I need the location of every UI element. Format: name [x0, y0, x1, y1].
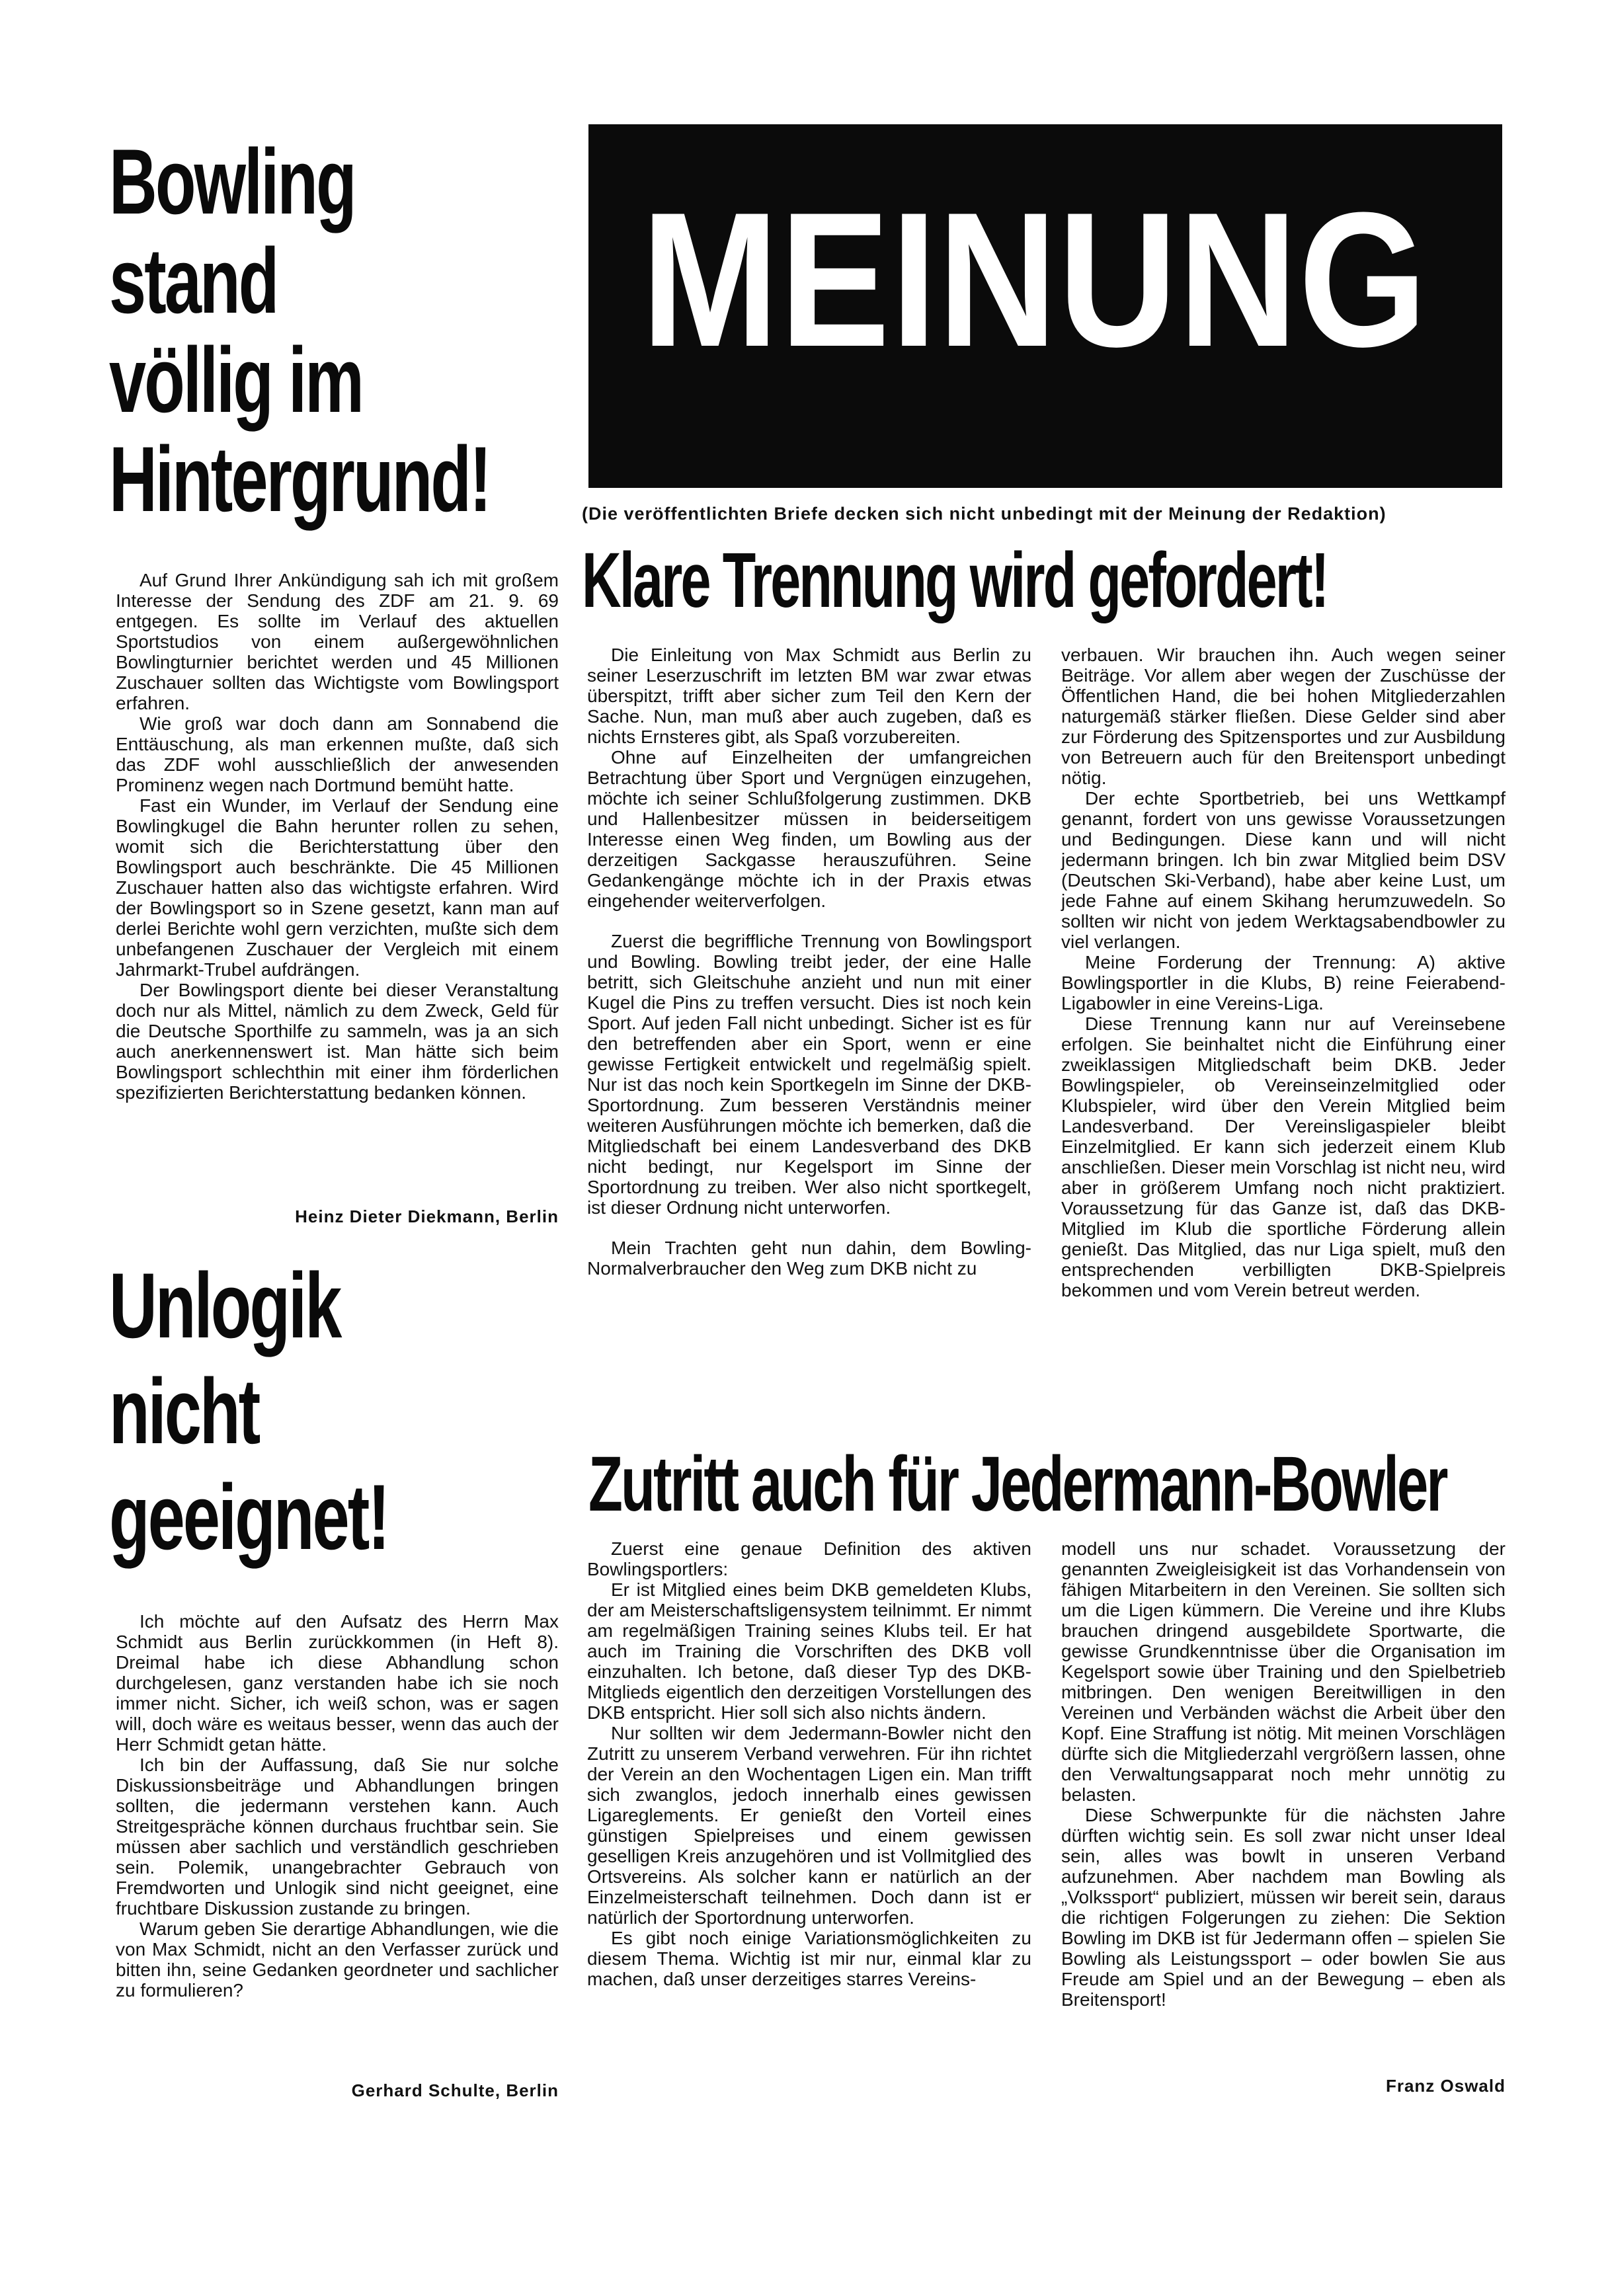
signature-schulte: Gerhard Schulte, Berlin	[351, 2080, 559, 2100]
headline-line: nicht	[109, 1359, 259, 1463]
paragraph: Nur sollten wir dem Jedermann-Bowler nicht den Zutritt zu unserem Verband verwehren. Für ihn richtet der Verein an den Wochentagen Ligen ein. Man trifft sich zwanglos, jedoch innerhalb eines gewissen Ligareglements. Er genießt den Vorteil eines günstigen Spielpreises und einem gewissen geselligen Kreis anzugehören und ist Vollmitglied des Ortsvereins. Als solcher kann er natürlich an der Einzelmeisterschaft teilnehmen. Doch dann ist er natürlich der Sportordnung unterworfen.	[587, 1723, 1031, 1928]
article1-column-1	[587, 645, 1031, 1279]
signature-oswald: Franz Oswald	[1385, 2076, 1506, 2096]
headline-line: stand	[109, 229, 278, 333]
headline-line: völlig im	[109, 328, 362, 432]
paragraph: Zuerst die begriffliche Trennung von Bowlingsport und Bowling. Bowling treibt jeder, der eine Halle betritt, sich Gleitschuhe anzieht und nun mit einer Kugel die Pins zu treffen versucht. Dies ist noch kein Sport. Auf jeden Fall nicht unbedingt. Sicher ist es für den betreffenden aber ein Sport, wenn er eine gewisse Fertigkeit entwickelt und regelmäßig spielt. Nur ist das noch kein Sportkegeln im Sinne der DKB-Sportordnung. Zum besseren Verständnis meiner weiteren Ausführungen möchte ich bemerken, daß die Mitgliedschaft bei einem Landesverband des DKB nicht bedingt, nur Kegelsport im Sinne der Sportordnung zu treiben. Wer also nicht sportkegelt, ist dieser Ordnung nicht unterworfen.	[587, 931, 1031, 1218]
article2-column-1	[587, 1538, 1031, 1989]
paragraph: modell uns nur schadet. Voraussetzung der genannten Zweigleisigkeit ist das Vorhandensein von fähigen Mitarbeitern in den Vereinen. Sie sollten sich um die Ligen kümmern. Die Vereine und ihre Klubs brauchen dringend ausgebildete Sportwarte, die gewisse Grundkenntnisse über die Organisation im Kegelsport sowie über Training und den Spielbetrieb mitbringen. Den wenigen Bereitwilligen in den Vereinen und Verbänden wächst die Arbeit über den Kopf. Eine Straffung ist nötig. Mit meinen Vorschlägen dürfte sich die Mitgliederzahl vergrößern lassen, ohne den Verwaltungsapparat noch mehr unnötig zu belasten.	[1061, 1538, 1506, 1805]
paragraph: Der echte Sportbetrieb, bei uns Wettkampf genannt, fordert von uns gewisse Voraussetzungen und Bedingungen. Diese kann und will nicht jedermann bringen. Ich bin zwar Mitglied beim DSV (Deutschen Ski-Verband), habe aber keine Lust, um jede Fahne auf einem Skihang herumzuwedeln. So sollten wir nicht von jedem Werktagsabendbowler zu viel verlangen.	[1061, 788, 1506, 952]
paragraph: Auf Grund Ihrer Ankündigung sah ich mit großem Interesse der Sendung des ZDF am 21. 9. 69 entgegen. Es sollte im Verlauf des aktuellen Sportstudios von einem außergewöhnlichen Bowlingturnier berichtet werden und 45 Millionen Zuschauer sollten das Wichtigste vom Bowlingsport erfahren.	[116, 570, 559, 713]
paragraph: Zuerst eine genaue Definition des aktiven Bowlingsportlers:	[587, 1538, 1031, 1579]
paragraph: Mein Trachten geht nun dahin, dem Bowling-Normalverbraucher den Weg zum DKB nicht zu	[587, 1238, 1031, 1279]
paragraph: Fast ein Wunder, im Verlauf der Sendung eine Bowlingkugel die Bahn herunter rollen zu sehen, womit sich die Berichterstattung über den Bowlingsport auch beschränkte. Die 45 Millionen Zuschauer hatten also das wichtigste erfahren. Wird der Bowlingsport so in Szene gesetzt, kann man auf derlei Berichte wohl gern verzichten, mußte sich dem unbefangenen Zuschauer der Vergleich mit einem Jahrmarkt-Trubel aufdrängen.	[116, 795, 559, 980]
paragraph: Ich möchte auf den Aufsatz des Herrn Max Schmidt aus Berlin zurückkommen (in Heft 8). Dreimal habe ich diese Abhandlung schon durchgelesen, ganz verstanden habe ich sie noch immer nicht. Sicher, ich weiß schon, was er sagen will, doch wäre es weitaus besser, wenn das auch der Herr Schmidt getan hätte.	[116, 1611, 559, 1755]
paragraph: Es gibt noch einige Variationsmöglichkeiten zu diesem Thema. Wichtig ist mir nur, einmal klar zu machen, daß unser derzeitiges starres Vereins-	[587, 1928, 1031, 1989]
paragraph: Die Einleitung von Max Schmidt aus Berlin zu seiner Leserzuschrift im letzten BM war zwar etwas überspitzt, trifft aber sicher zum Teil den Kern der Sache. Nun, man muß aber auch zugeben, daß es nichts Ernsteres gibt, als Spaß vorzubereiten.	[587, 645, 1031, 747]
headline-line: Bowling	[109, 130, 355, 233]
letter-schulte	[116, 1611, 559, 2000]
paragraph: Warum geben Sie derartige Abhandlungen, wie die von Max Schmidt, nicht an den Verfasser zurück und bitten ihn, seine Gedanken geordneter und sachlicher zu formulieren?	[116, 1919, 559, 2000]
paragraph: Ohne auf Einzelheiten der umfangreichen Betrachtung über Sport und Vergnügen einzugehen, möchte ich seiner Schlußfolgerung zustimmen. DKB und Hallenbesitzer müssen in beiderseitigem Interesse einen Weg finden, um Bowling aus der derzeitigen Sackgasse herauszuführen. Seine Gedankengänge möchte ich in der Praxis etwas eingehender weiterverfolgen.	[587, 747, 1031, 911]
paragraph: verbauen. Wir brauchen ihn. Auch wegen seiner Beiträge. Vor allem aber wegen der Zuschüsse der Öffentlichen Hand, die bei hohen Mitgliederzahlen naturgemäß stärker fließen. Diese Gelder sind aber zur Förderung des Spitzensportes und zur Ausbildung von Betreuern auch für den Breitensport unbedingt nötig.	[1061, 645, 1506, 788]
signature-diekmann: Heinz Dieter Diekmann, Berlin	[295, 1207, 559, 1226]
paragraph: Diese Schwerpunkte für die nächsten Jahre dürften wichtig sein. Es soll zwar nicht unser Ideal sein, alles was bowlt in unseren Verband aufzunehmen. Aber nachdem man Bowling als „Volkssport“ publiziert, müssen wir bereit sein, daraus die richtigen Folgerungen zu ziehen: Die Sektion Bowling im DKB ist für Jedermann offen – spielen Sie Bowling als Leistungssport – oder bowlen Sie aus Freude am Spiel und an der Bewegung – eben als Breitensport!	[1061, 1805, 1506, 2010]
editorial-disclaimer: (Die veröffentlichten Briefe decken sich nicht unbedingt mit der Meinung der Redaktion)	[582, 504, 1387, 524]
headline-line: Unlogik	[109, 1253, 341, 1357]
paragraph: Der Bowlingsport diente bei dieser Veranstaltung doch nur als Mittel, nämlich zu dem Zweck, Geld für die Deutsche Sporthilfe zu sammeln, was ja an sich auch anerkennenswert ist. Man hätte sich beim Bowlingsport schlechthin mit einer ihm förderlichen spezifizierten Berichterstattung bedanken können.	[116, 980, 559, 1103]
headline-klare-trennung: Klare Trennung wird gefordert!	[582, 537, 1328, 624]
headline-bowling	[109, 132, 585, 529]
headline-line: Hintergrund!	[109, 427, 490, 531]
paragraph: Er ist Mitglied eines beim DKB gemeldeten Klubs, der am Meisterschaftsligensystem teilnimmt. Er nimmt am regelmäßigen Training seines Klubs teil. Er hat auch im Training die Vorschriften des DKB voll einzuhalten. Ich betone, daß dieser Typ des DKB-Mitglieds eigentlich den derzeitigen Vorstellungen des DKB entspricht. Hier soll sich also nichts ändern.	[587, 1579, 1031, 1723]
paragraph: Diese Trennung kann nur auf Vereinsebene erfolgen. Sie beinhaltet nicht die Einführung einer zweiklassigen Mitgliedschaft beim DKB. Jeder Bowlingspieler, ob Vereinseinzelmitglied oder Klubspieler, wird über den Verein Mitglied beim Landesverband. Der Vereinsligaspieler bleibt Einzelmitglied. Er kann sich jederzeit einem Klub anschließen. Dieser mein Vorschlag ist nicht neu, wird aber in größerem Umfang noch nicht praktiziert. Voraussetzung für das Ganze ist, daß das DKB-Mitglied im Klub die sportliche Förderung allein genießt. Das Mitglied, das nur Liga spielt, muß den entsprechenden verbilligten DKB-Spielpreis bekommen und vom Verein betreut werden.	[1061, 1013, 1506, 1300]
paragraph: Wie groß war doch dann am Sonnabend die Enttäuschung, als man erkennen mußte, daß sich das ZDF wohl ausschließlich der anwesenden Prominenz wegen nach Dortmund bemüht hatte.	[116, 713, 559, 795]
headline-line: geeignet!	[109, 1465, 389, 1569]
paragraph: Meine Forderung der Trennung: A) aktive Bowlingsportler in die Klubs, B) reine Feierabend-Ligabowler in eine Vereins-Liga.	[1061, 952, 1506, 1013]
headline-unlogik	[109, 1253, 585, 1570]
banner-title: MEINUNG	[641, 173, 1428, 387]
headline-zutritt: Zutritt auch für Jedermann-Bowler	[588, 1441, 1447, 1528]
meinung-banner	[588, 124, 1502, 488]
paragraph: Ich bin der Auffassung, daß Sie nur solche Diskussionsbeiträge und Abhandlungen bringen sollten, die jedermann verstehen kann. Auch Streitgespräche können durchaus fruchtbar sein. Sie müssen aber sachlich und verständlich geschrieben sein. Polemik, unangebrachter Gebrauch von Fremdworten und Unlogik sind nicht geeignet, eine fruchtbare Diskussion zustande zu bringen.	[116, 1755, 559, 1919]
letter-diekmann	[116, 570, 559, 1103]
article1-column-2	[1061, 645, 1506, 1300]
article2-column-2	[1061, 1538, 1506, 2010]
